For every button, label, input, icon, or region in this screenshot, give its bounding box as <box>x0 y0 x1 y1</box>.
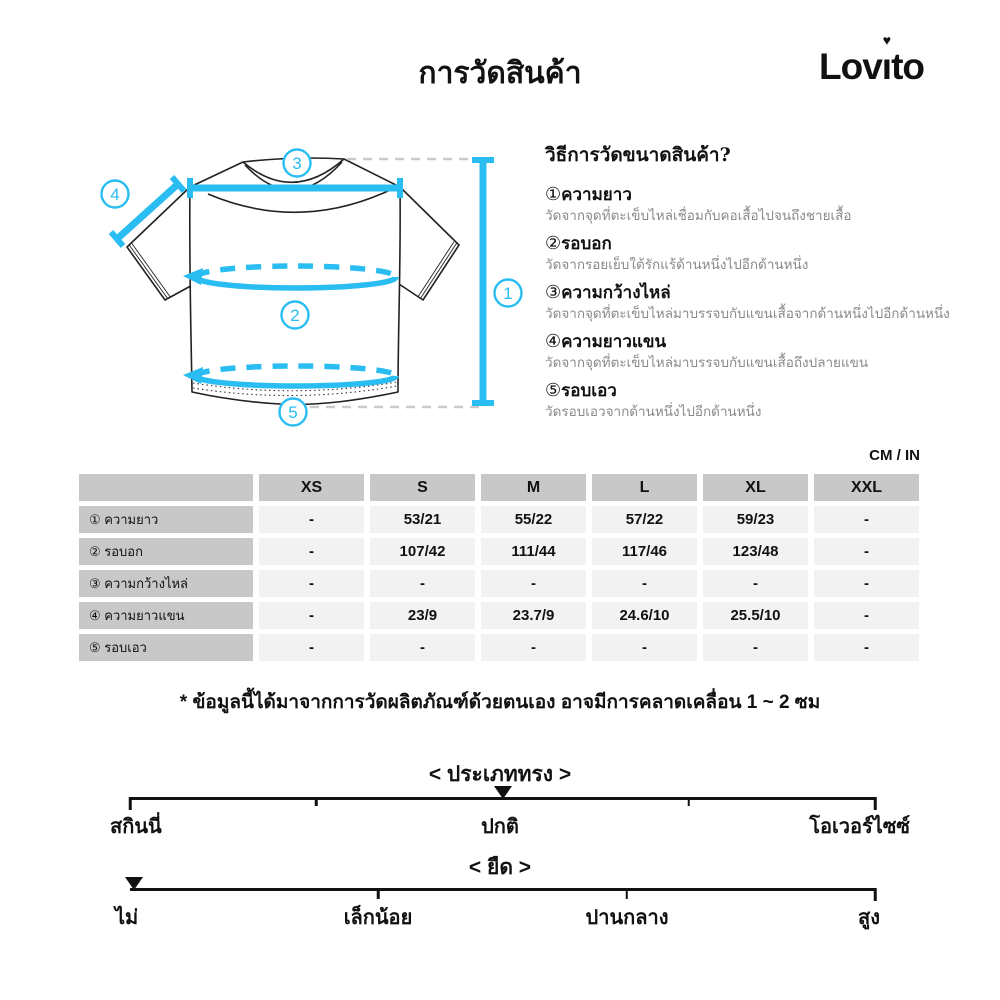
table-cell: - <box>703 634 808 661</box>
tick <box>625 888 628 899</box>
instruction-label: ความกว้างไหล่ <box>561 283 671 303</box>
instruction-desc: วัดจากจุดที่ตะเข็บไหล่มาบรรจบกับแขนเสื้อจากด้านหนึ่งไปอีกด้านหนึ่ง <box>545 306 950 322</box>
table-cell: - <box>814 506 919 533</box>
table-cell: - <box>814 634 919 661</box>
svg-text:2: 2 <box>290 306 300 325</box>
col-header-l: L <box>592 474 697 501</box>
table-cell: 53/21 <box>370 506 475 533</box>
fit-label-skinny: สกินนี่ <box>110 816 162 838</box>
table-cell: 55/22 <box>481 506 586 533</box>
stretch-scale-line <box>130 888 875 891</box>
row-label-shoulder: ③ ความกว้างไหล่ <box>79 570 253 597</box>
tick <box>315 797 318 806</box>
table-cell: 23.7/9 <box>481 602 586 629</box>
heart-icon: ♥ <box>882 32 891 48</box>
row-label-waist: ⑤ รอบเอว <box>79 634 253 661</box>
table-cell: 117/46 <box>592 538 697 565</box>
col-header-m: M <box>481 474 586 501</box>
stretch-scale-title: < ยืด > <box>468 856 532 879</box>
circled-number: ③ <box>545 282 562 303</box>
table-cell: - <box>370 634 475 661</box>
circled-number: ⑤ <box>545 380 562 401</box>
col-header-xs: XS <box>259 474 364 501</box>
callout-1 <box>495 280 522 307</box>
instructions-title: วิธีการวัดขนาดสินค้า? <box>545 144 731 166</box>
table-cell: - <box>481 634 586 661</box>
instruction-item-3 <box>545 281 973 324</box>
table-cell: - <box>703 570 808 597</box>
table-cell: - <box>259 506 364 533</box>
table-cell: 107/42 <box>370 538 475 565</box>
instruction-desc: วัดรอบเอวจากด้านหนึ่งไปอีกด้านหนึ่ง <box>545 404 762 420</box>
row-label-sleeve: ④ ความยาวแขน <box>79 602 253 629</box>
tick <box>874 888 877 901</box>
table-cell: - <box>814 538 919 565</box>
svg-text:3: 3 <box>292 154 302 173</box>
instruction-item-5 <box>545 379 973 422</box>
instruction-label: ความยาว <box>561 185 632 205</box>
table-cell: - <box>814 570 919 597</box>
stretch-label-medium: ปานกลาง <box>585 907 669 929</box>
table-cell: - <box>259 602 364 629</box>
disclaimer-note: * ข้อมูลนี้ได้มาจากการวัดผลิตภัณฑ์ด้วยตนเอง อาจมีการคลาดเคลื่อน 1 ~ 2 ซม <box>179 692 821 713</box>
circled-number: ① <box>545 184 562 205</box>
instruction-desc: วัดจากรอยเย็บใต้รักแร้ด้านหนึ่งไปอีกด้านหนึ่ง <box>545 257 809 273</box>
table-cell: 24.6/10 <box>592 602 697 629</box>
circled-number: ④ <box>545 331 562 352</box>
svg-text:5: 5 <box>288 403 298 422</box>
page-title: การวัดสินค้า <box>418 57 582 90</box>
table-cell: 23/9 <box>370 602 475 629</box>
instruction-item-4 <box>545 330 973 373</box>
instruction-desc: วัดจากจุดที่ตะเข็บไหล่เชื่อมกับคอเสื้อไปจนถึงชายเสื้อ <box>545 208 852 224</box>
brand-logo: Lovı ♥ to <box>819 32 924 87</box>
table-cell: 123/48 <box>703 538 808 565</box>
tick <box>874 797 877 810</box>
row-label-bust: ② รอบอก <box>79 538 253 565</box>
callout-3 <box>284 150 311 177</box>
unit-label: CM / IN <box>869 447 920 464</box>
left-sleeve <box>127 187 198 300</box>
fit-scale-line <box>130 797 875 800</box>
col-header-empty <box>79 474 253 501</box>
row-label-length: ① ความยาว <box>79 506 253 533</box>
svg-text:4: 4 <box>110 185 120 204</box>
instruction-item-1 <box>545 183 973 226</box>
size-table <box>79 474 919 661</box>
stretch-label-high: สูง <box>858 907 880 929</box>
tshirt-outline <box>127 158 459 404</box>
fit-label-regular: ปกติ <box>481 816 519 838</box>
stretch-scale-marker <box>125 877 143 890</box>
table-cell: - <box>592 570 697 597</box>
tick <box>377 888 380 899</box>
table-cell: - <box>259 570 364 597</box>
circled-number: ② <box>545 233 562 254</box>
instruction-item-2 <box>545 232 973 275</box>
col-header-xl: XL <box>703 474 808 501</box>
measure-instructions <box>545 140 973 428</box>
stretch-label-slight: เล็กน้อย <box>343 907 413 929</box>
tick <box>688 797 691 806</box>
fit-scale-marker <box>494 786 512 799</box>
callout-4 <box>102 181 129 208</box>
right-sleeve <box>393 187 459 300</box>
table-cell: - <box>481 570 586 597</box>
tshirt-diagram <box>80 130 540 440</box>
instruction-label: รอบเอว <box>561 381 617 401</box>
svg-text:1: 1 <box>503 284 513 303</box>
instruction-desc: วัดจากจุดที่ตะเข็บไหล่มาบรรจบกับแขนเสื้อถึงปลายแขน <box>545 355 869 371</box>
table-cell: - <box>592 634 697 661</box>
table-cell: - <box>370 570 475 597</box>
table-cell: - <box>814 602 919 629</box>
instruction-label: รอบอก <box>561 234 612 254</box>
table-cell: 111/44 <box>481 538 586 565</box>
fit-label-oversize: โอเวอร์ไซซ์ <box>809 816 910 838</box>
callout-2 <box>282 302 309 329</box>
col-header-s: S <box>370 474 475 501</box>
instruction-label: ความยาวแขน <box>561 332 667 352</box>
table-cell: - <box>259 634 364 661</box>
col-header-xxl: XXL <box>814 474 919 501</box>
table-cell: - <box>259 538 364 565</box>
table-cell: 57/22 <box>592 506 697 533</box>
tick <box>129 797 132 810</box>
table-cell: 25.5/10 <box>703 602 808 629</box>
fit-scale-title: < ประเภททรง > <box>428 763 572 786</box>
callout-5 <box>280 399 307 426</box>
stretch-label-none: ไม่ <box>115 907 139 929</box>
table-cell: 59/23 <box>703 506 808 533</box>
